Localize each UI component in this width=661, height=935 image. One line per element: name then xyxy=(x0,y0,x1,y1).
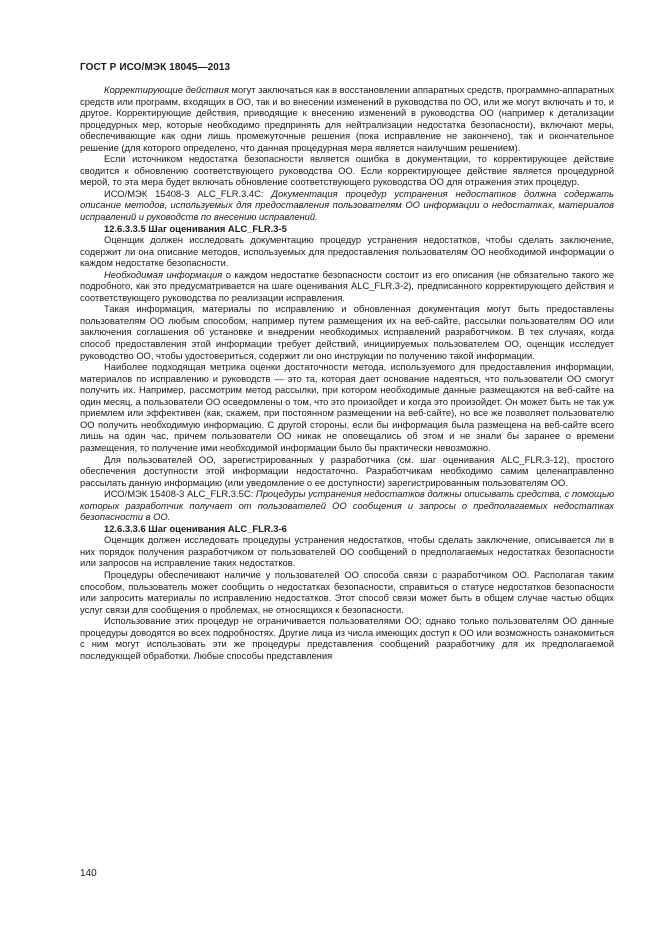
text-run: о каждом недостатке безопасности состоит из его описания (не обязательно такого же подробного, как это предусматривается на шаге оценивания ALC_FLR.3-2), предписанного корректирующего действия и соответствующего руководства по реализации исправления. xyxy=(80,268,614,303)
section-heading xyxy=(80,223,614,235)
page-number: 140 xyxy=(80,868,97,879)
paragraph xyxy=(80,234,614,269)
paragraph xyxy=(80,488,614,523)
text-run: Если источником недостатка безопасности является ошибка в документации, то корректирующее действие сводится к обновлению соответствующего руководства ОО. Если корректирующее действие является процедурной мерой, то эта мера будет включать обновление соответствующего руководства ОО для отражения этих процедур. xyxy=(80,153,614,188)
italic-text: Корректирующие действия xyxy=(104,84,229,95)
text-run: 12.6.3.3.5 Шаг оценивания ALC_FLR.3-5 xyxy=(104,222,287,234)
text-run: 12.6.3.3.6 Шаг оценивания ALC_FLR.3-6 xyxy=(104,522,287,534)
paragraph xyxy=(80,269,614,304)
paragraph xyxy=(80,454,614,489)
paragraph xyxy=(80,303,614,361)
text-run: Оценщик должен исследовать документацию процедур устранения недостатков, чтобы сделать заключение, содержит ли она описание методов, используемых для предоставления пользователям ОО необходимой информации о каждом недостатке безопасности. xyxy=(80,234,614,269)
text-run: Наиболее подходящая метрика оценки достаточности метода, используемого для предоставления информации, материалов по исправлению и руководств — это та, которая дает основание надеяться, что пользователи ОО смогут получить их. Например, рассмотрим метод рассылки, при котором необходимые данные размещаются на веб-сайте на один месяц, а пользователи ОО осведомлены о том, что это произойдет и когда это произойдет. Он может быть не так уж приемлем или эффективен (как, скажем, при постоянном размещении на веб-сайте), но все же позволяет пользователю ОО получить необходимую информацию. С другой стороны, если бы информация была размещена на веб-сайте всего лишь на один час, причем пользователи ОО никак не оповещались об этом и не знали бы заранее о времени размещения, то получение ими необходимой информации было бы практически невозможно. xyxy=(80,361,614,453)
document-body xyxy=(80,84,614,661)
text-run: Оценщик должен исследовать процедуры устранения недостатков, чтобы сделать заключение, описывается ли в них порядок получения разработчиком от пользователей ОО сообщений о предполагаемых недостатках безопасности или запросов на исправление таких недостатков. xyxy=(80,534,614,569)
text-run: Использование этих процедур не ограничивается пользователями ОО; однако только пользователям ОО данные процедуры доводятся во всех подробностях. Другие лица из числа имеющих доступ к ОО или возможность ознакомиться с ним могут использовать эти же процедуры представления сообщений разработчику для их предполагаемой последующей обработки. Любые способы представления xyxy=(80,615,614,661)
document-header: ГОСТ Р ИСО/МЭК 18045—2013 xyxy=(80,62,231,73)
italic-text: Необходимая информация xyxy=(104,268,223,280)
paragraph xyxy=(80,84,614,153)
paragraph xyxy=(80,615,614,661)
text-run: Такая информация, материалы по исправлению и обновленная документация могут быть предоставлены пользователям ОО любым способом, например путем размещения их на веб-сайте, рассылки пользователям ОО или заключения соглашения об установке и внедрении необходимых исправлений разработчиком. В тех случаях, когда способ предоставления этой информации требует действий, инициируемых пользователем ОО, оценщик исследует руководство ОО, чтобы удостовериться, содержит ли оно инструкции по получению такой информации. xyxy=(80,303,614,361)
paragraph xyxy=(80,153,614,188)
italic-text: Документация процедур устранения недостатков должна содержать описание методов, используемых для предоставления пользователям ОО информации о недостатках, материалов исправлений и руководств по внесению исправлений. xyxy=(80,187,614,223)
text-run: ИСО/МЭК 15408-3 ALC_FLR.3.4C: xyxy=(104,187,272,199)
paragraph xyxy=(80,534,614,569)
text-run: Процедуры обеспечивают наличие у пользователей ОО способа связи с разработчиком ОО. Располагая таким способом, пользователь может сообщить о недостатках безопасности, справиться о статусе недостатков безопасности или запросить материалы по исправлению недостатков. Этот способ связи может быть в общем случае частью общих услуг связи для сообщения о проблемах, не относящихся к безопасности. xyxy=(80,568,614,615)
paragraph xyxy=(80,188,614,223)
text-run: ИСО/МЭК 15408-3 ALC_FLR.3.5C: xyxy=(104,488,256,500)
section-heading xyxy=(80,523,614,535)
text-run: могут заключаться как в восстановлении аппаратных средств, программно-аппаратных средств или программ, входящих в ОО, так и во внесении изменений в руководства по ОО, или же могут включать и то, и другое. Корректирующие действия, приводящие к внесению изменений в руководства ОО (например к детализации процедурных мер, которые необходимо предпринять для нейтрализации недостатка безопасности), включают меры, обеспечивающие как одни лишь промежуточные решения (пока исправление не закончено), так и окончательное решение (для которого определено, что данная процедурная мера является наилучшим решением). xyxy=(80,84,615,153)
italic-text: Процедуры устранения недостатков должны описывать средства, с помощью которых разработчик получает от пользователей ОО сообщения и запросы о предполагаемых недостатках безопасности в ОО. xyxy=(80,488,614,523)
paragraph xyxy=(80,569,614,615)
text-run: Для пользователей ОО, зарегистрированных у разработчика (см. шаг оценивания ALC_FLR.3-12), простого обеспечения доступности этой информации недостаточно. Разработчикам необходимо самим целенаправленно рассылать данную информацию (или уведомление о ее доступности) зарегистрированным пользователям ОО. xyxy=(80,453,614,488)
paragraph xyxy=(80,361,614,453)
